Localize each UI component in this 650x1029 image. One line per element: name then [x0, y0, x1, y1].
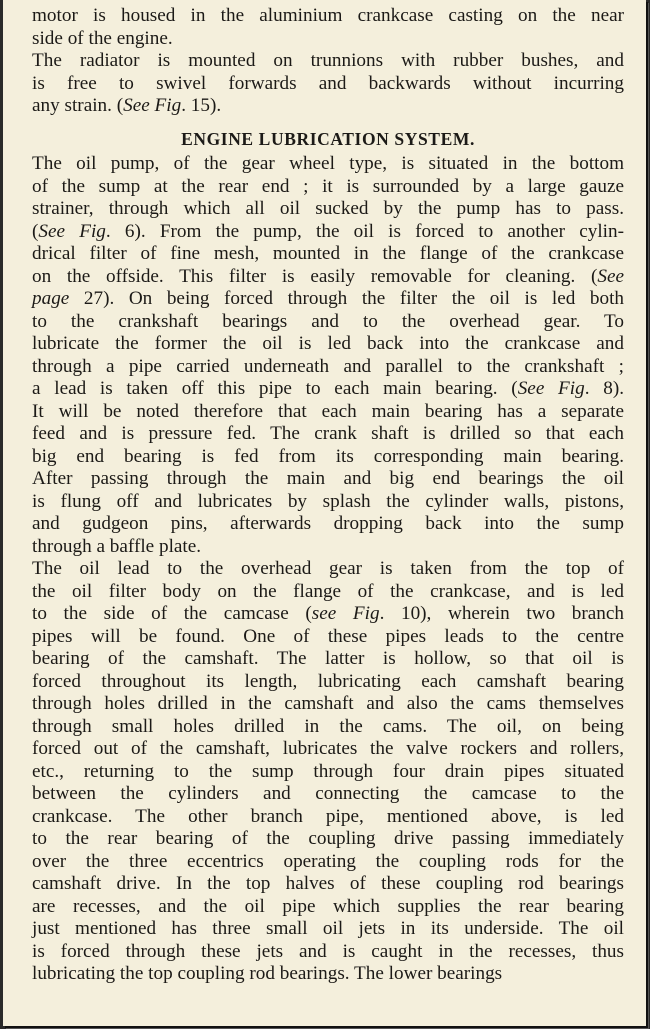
text-line: strainer, through which all oil sucked by the pump has to pass. — [32, 198, 624, 219]
book-page — [3, 0, 646, 1026]
text-line: After passing through the main and big end bearings the oil — [32, 468, 624, 489]
text-line: The radiator is mounted on trunnions with rubber bushes, and — [32, 50, 624, 71]
text-line: camshaft drive. In the top halves of these coupling rod bearings — [32, 873, 624, 894]
text-line: feed and is pressure fed. The crank shaft is drilled so that each — [32, 423, 624, 444]
text-line: over the three eccentrics operating the coupling rods for the — [32, 850, 624, 872]
text-line: forced out of the camshaft, lubricates the valve rockers and rollers, — [32, 738, 624, 759]
text-line: through a baffle plate. — [32, 535, 202, 557]
text-line: is forced through these jets and is caught in the recesses, thus — [32, 940, 624, 962]
text-line: motor is housed in the aluminium crankcase casting on the near — [32, 5, 624, 26]
text-line: lubricating the top coupling rod bearings. The lower bearings — [32, 963, 503, 984]
text-line: The oil pump, of the gear wheel type, is situated in the bottom — [32, 153, 624, 174]
text-line: through a pipe carried underneath and parallel to the crankshaft ; — [32, 355, 624, 377]
text-line: a lead is taken off this pipe to each main bearing. (See Fig. 8). — [32, 378, 625, 399]
text-line: to the crankshaft bearings and to the overhead gear. To — [32, 310, 624, 332]
text-line: through holes drilled in the camshaft and also the cams themselves — [32, 693, 624, 714]
text-line: through small holes drilled in the cams. The oil, on being — [32, 715, 624, 737]
text-line: (See Fig. 6). From the pump, the oil is forced to another cylin- — [32, 220, 624, 242]
text-line: etc., returning to the sump through four drain pipes situated — [32, 760, 624, 782]
text-line: big end bearing is fed from its corresponding main bearing. — [32, 445, 624, 467]
page-text — [32, 5, 624, 986]
text-line: between the cylinders and connecting the camcase to the — [32, 783, 624, 804]
text-line: page 27). On being forced through the filter the oil is led both — [32, 288, 624, 309]
section-heading: ENGINE LUBRICATION SYSTEM. — [181, 128, 475, 149]
text-line: the oil filter body on the flange of the crankcase, and is led — [32, 580, 624, 602]
text-line: just mentioned has three small oil jets in its underside. The oil — [32, 918, 624, 939]
text-line: on the offside. This filter is easily removable for cleaning. (See — [32, 265, 624, 287]
text-line: bearing of the camshaft. The latter is hollow, so that oil is — [32, 648, 624, 669]
text-line: lubricate the former the oil is led back into the crankcase and — [32, 333, 624, 354]
text-line: to the rear bearing of the coupling drive passing immediately — [32, 828, 624, 849]
text-line: of the sump at the rear end ; it is surrounded by a large gauze — [32, 175, 624, 197]
text-line: is flung off and lubricates by splash the cylinder walls, pistons, — [32, 490, 624, 512]
text-line: any strain. (See Fig. 15). — [32, 95, 222, 116]
text-line: crankcase. The other branch pipe, mentioned above, is led — [32, 805, 624, 827]
text-line: It will be noted therefore that each main bearing has a separate — [32, 400, 624, 422]
text-line: forced throughout its length, lubricating each camshaft bearing — [32, 670, 624, 692]
text-line: and gudgeon pins, afterwards dropping back into the sump — [32, 513, 624, 534]
text-line: is free to swivel forwards and backwards without incurring — [32, 72, 624, 94]
text-line: side of the engine. — [32, 27, 173, 49]
text-line: pipes will be found. One of these pipes leads to the centre — [32, 625, 624, 647]
text-line: to the side of the camcase (see Fig. 10), wherein two branch — [32, 603, 624, 624]
text-line: are recesses, and the oil pipe which supplies the rear bearing — [32, 895, 624, 917]
text-line: drical filter of fine mesh, mounted in the flange of the crankcase — [32, 243, 624, 264]
text-line: The oil lead to the overhead gear is taken from the top of — [32, 558, 624, 579]
